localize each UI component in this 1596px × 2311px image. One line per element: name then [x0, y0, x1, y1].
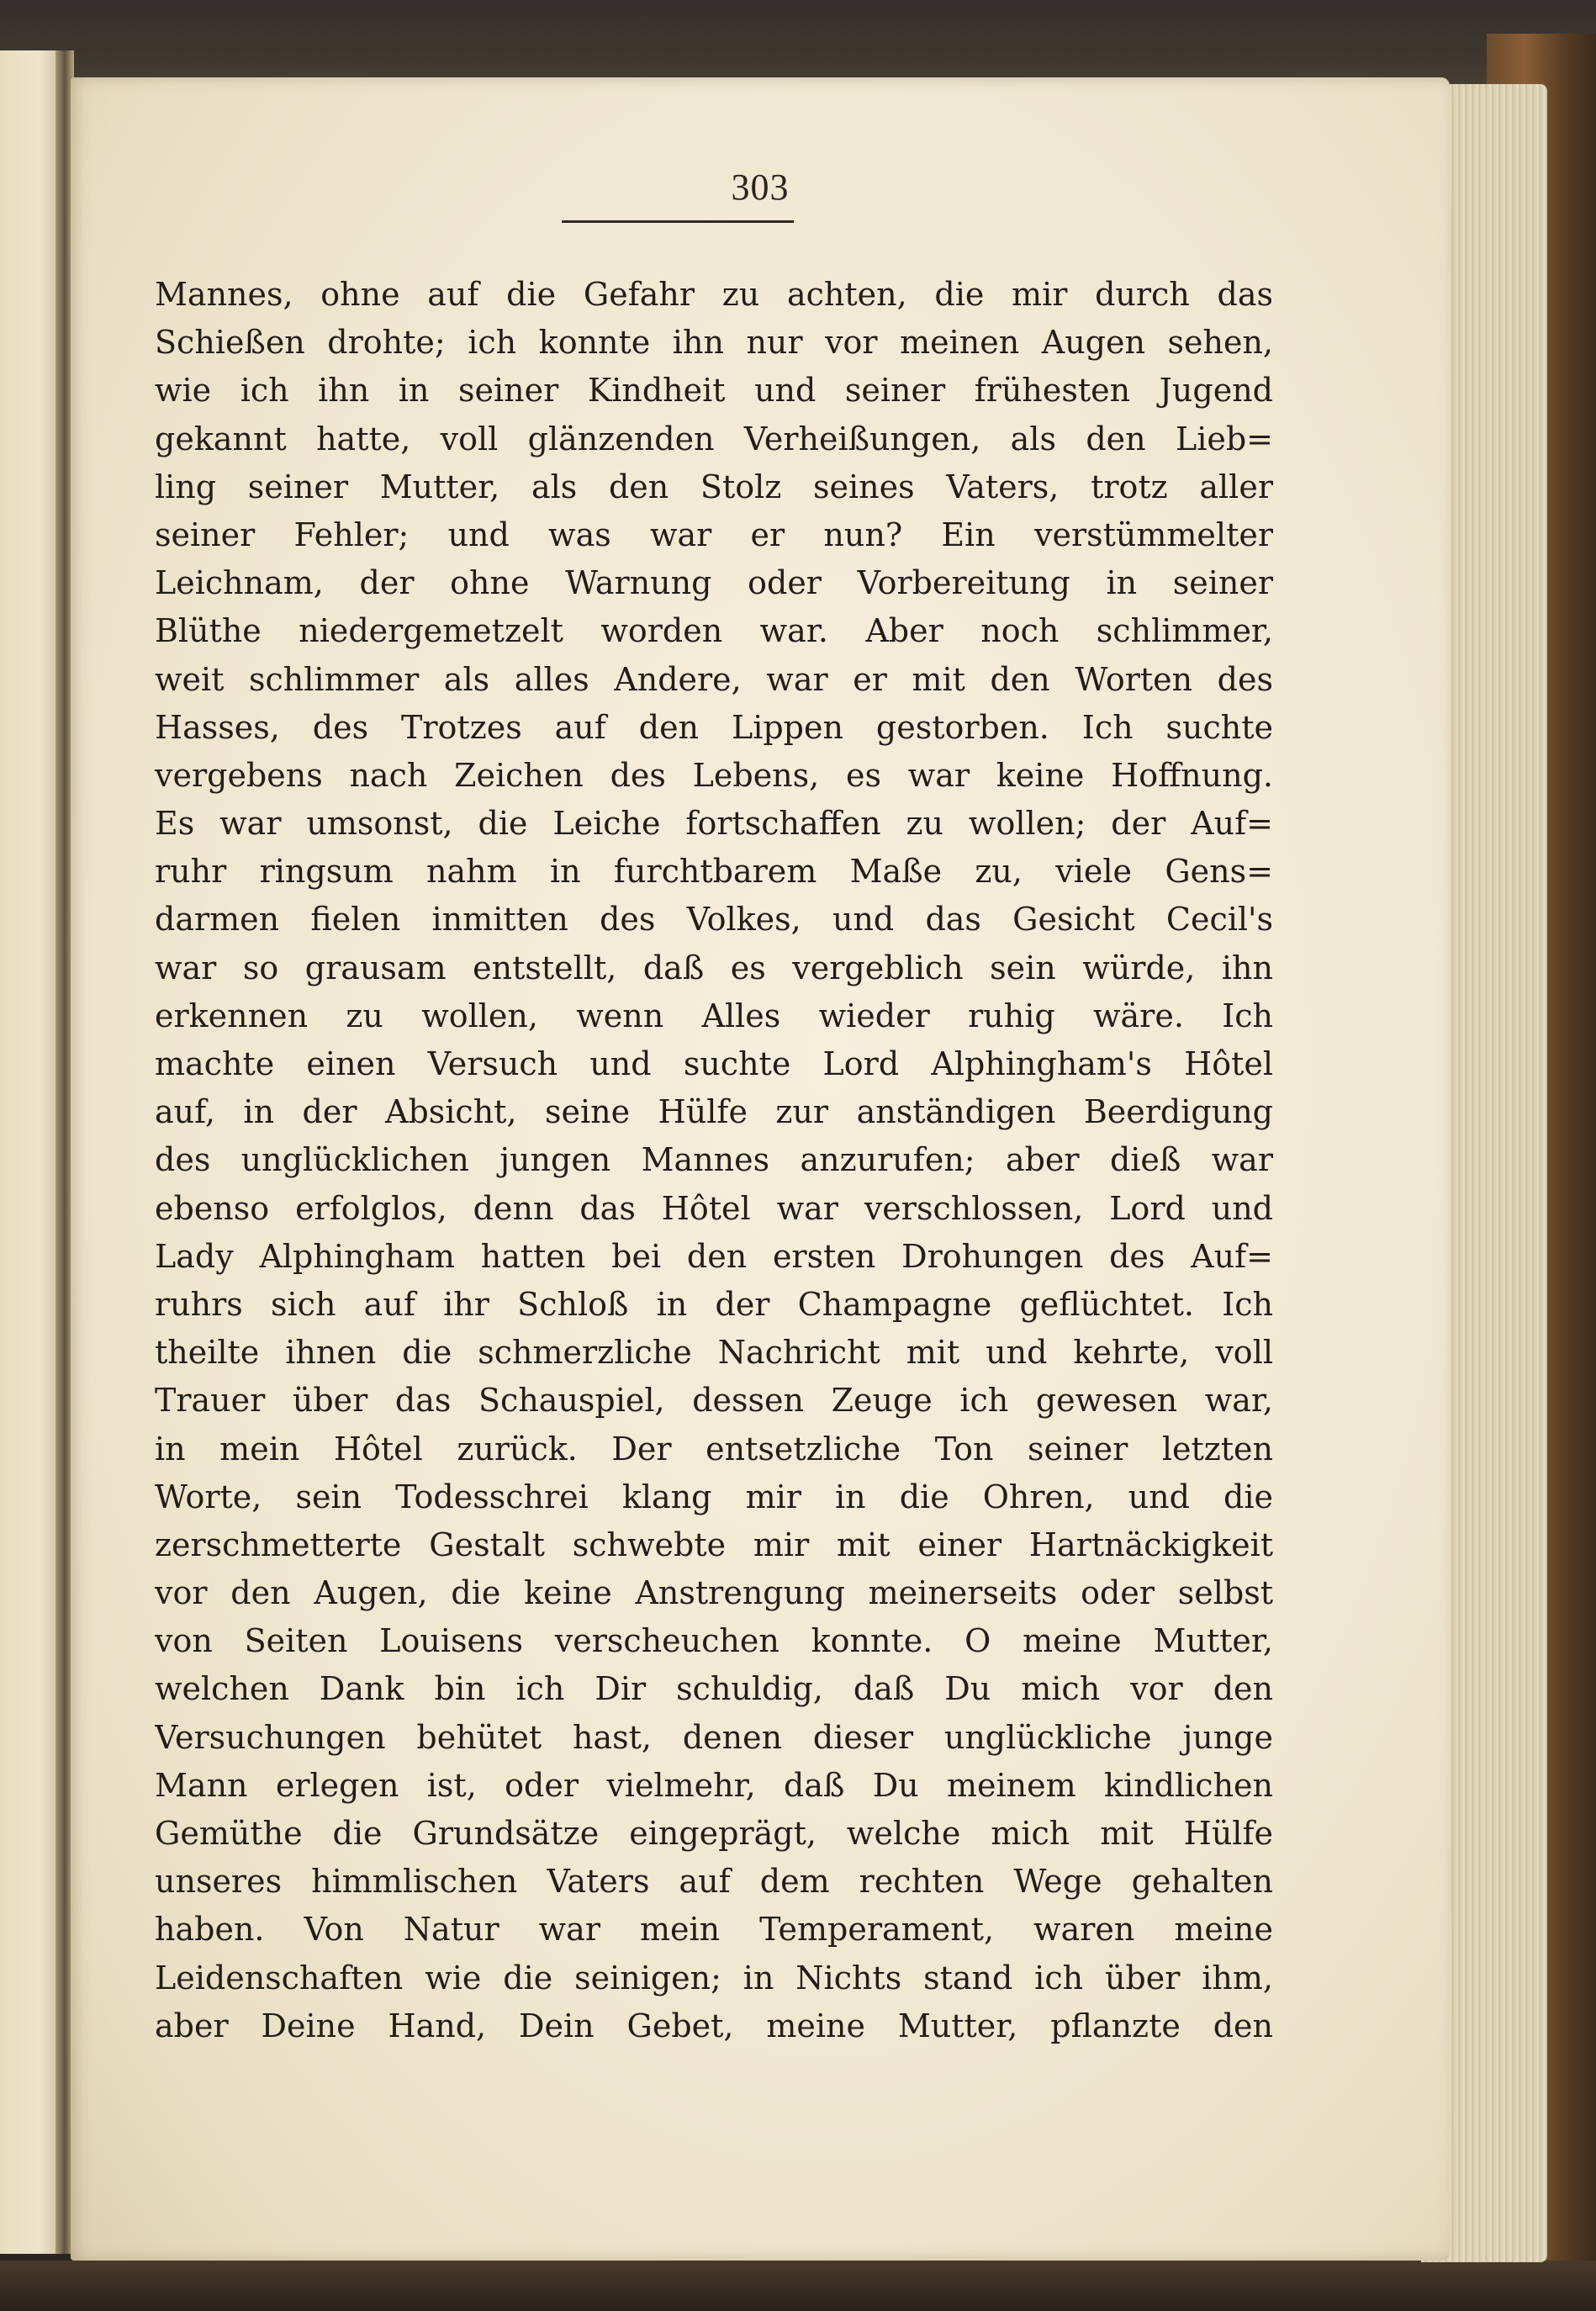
text-line: Hasses, des Trotzes auf den Lippen gestorben. Ich suchte: [155, 708, 1273, 746]
text-line: in mein Hôtel zurück. Der entsetzliche Ton seiner letzten: [155, 1430, 1273, 1468]
text-line: wie ich ihn in seiner Kindheit und seiner frühesten Jugend: [155, 372, 1273, 410]
text-line: Versuchungen behütet hast, denen dieser unglückliche junge: [155, 1718, 1273, 1756]
text-line: weit schlimmer als alles Andere, war er mit den Worten des: [155, 660, 1273, 698]
text-line: unseres himmlischen Vaters auf dem rechten Wege gehalten: [155, 1863, 1273, 1901]
text-line: Leidenschaften wie die seinigen; in Nichts stand ich über ihm,: [155, 1959, 1273, 1996]
text-line: Blüthe niedergemetzelt worden war. Aber noch schlimmer,: [155, 612, 1273, 650]
text-line: zerschmetterte Gestalt schwebte mir mit einer Hartnäckigkeit: [155, 1526, 1273, 1563]
text-line: machte einen Versuch und suchte Lord Alphingham's Hôtel: [155, 1045, 1273, 1082]
text-line: aber Deine Hand, Dein Gebet, meine Mutter, pflanzte den: [155, 2007, 1273, 2044]
header-rule: [562, 220, 794, 223]
text-line: ruhr ringsum nahm in furchtbarem Maße zu, viele Gens=: [155, 853, 1273, 891]
text-line: Gemüthe die Grundsätze eingeprägt, welche mich mit Hülfe: [155, 1815, 1273, 1852]
text-line: ebenso erfolglos, denn das Hôtel war verschlossen, Lord und: [155, 1189, 1273, 1227]
book-cover-bottom: [0, 2261, 1596, 2311]
text-line: Lady Alphingham hatten bei den ersten Drohungen des Auf=: [155, 1237, 1273, 1275]
text-line: Schießen drohte; ich konnte ihn nur vor meinen Augen sehen,: [155, 324, 1273, 362]
text-line: erkennen zu wollen, wenn Alles wieder ruhig wäre. Ich: [155, 997, 1273, 1034]
text-line: gekannt hatte, voll glänzenden Verheißungen, als den Lieb=: [155, 420, 1273, 457]
text-line: des unglücklichen jungen Mannes anzurufen; aber dieß war: [155, 1141, 1273, 1179]
text-line: Mann erlegen ist, oder vielmehr, daß Du meinem kindlichen: [155, 1766, 1273, 1804]
text-line: von Seiten Louisens verscheuchen konnte. O meine Mutter,: [155, 1622, 1273, 1660]
book-page: [71, 77, 1450, 2261]
text-line: darmen fielen inmitten des Volkes, und das Gesicht Cecil's: [155, 901, 1273, 939]
text-line: vor den Augen, die keine Anstrengung meinerseits oder selbst: [155, 1574, 1273, 1612]
text-line: Leichnam, der ohne Warnung oder Vorbereitung in seiner: [155, 564, 1273, 602]
text-line: Trauer über das Schauspiel, dessen Zeuge ich gewesen war,: [155, 1382, 1273, 1420]
text-line: auf, in der Absicht, seine Hülfe zur anständigen Beerdigung: [155, 1093, 1273, 1131]
text-line: Worte, sein Todesschrei klang mir in die Ohren, und die: [155, 1478, 1273, 1515]
text-line: theilte ihnen die schmerzliche Nachricht mit und kehrte, voll: [155, 1334, 1273, 1372]
page-number: 303: [731, 167, 790, 208]
text-line: vergebens nach Zeichen des Lebens, es war keine Hoffnung.: [155, 756, 1273, 794]
text-line: ruhrs sich auf ihr Schloß in der Champagne geflüchtet. Ich: [155, 1285, 1273, 1323]
body-text: [155, 271, 1273, 2050]
text-line: war so grausam entstellt, daß es vergeblich sein würde, ihn: [155, 949, 1273, 986]
text-line: haben. Von Natur war mein Temperament, waren meine: [155, 1911, 1273, 1949]
text-line: ling seiner Mutter, als den Stolz seines Vaters, trotz aller: [155, 468, 1273, 505]
text-line: Es war umsonst, die Leiche fortschaffen zu wollen; der Auf=: [155, 805, 1273, 843]
text-line: Mannes, ohne auf die Gefahr zu achten, die mir durch das: [155, 276, 1273, 313]
text-line: seiner Fehler; und was war er nun? Ein verstümmelter: [155, 516, 1273, 553]
text-line: welchen Dank bin ich Dir schuldig, daß Du mich vor den: [155, 1670, 1273, 1708]
